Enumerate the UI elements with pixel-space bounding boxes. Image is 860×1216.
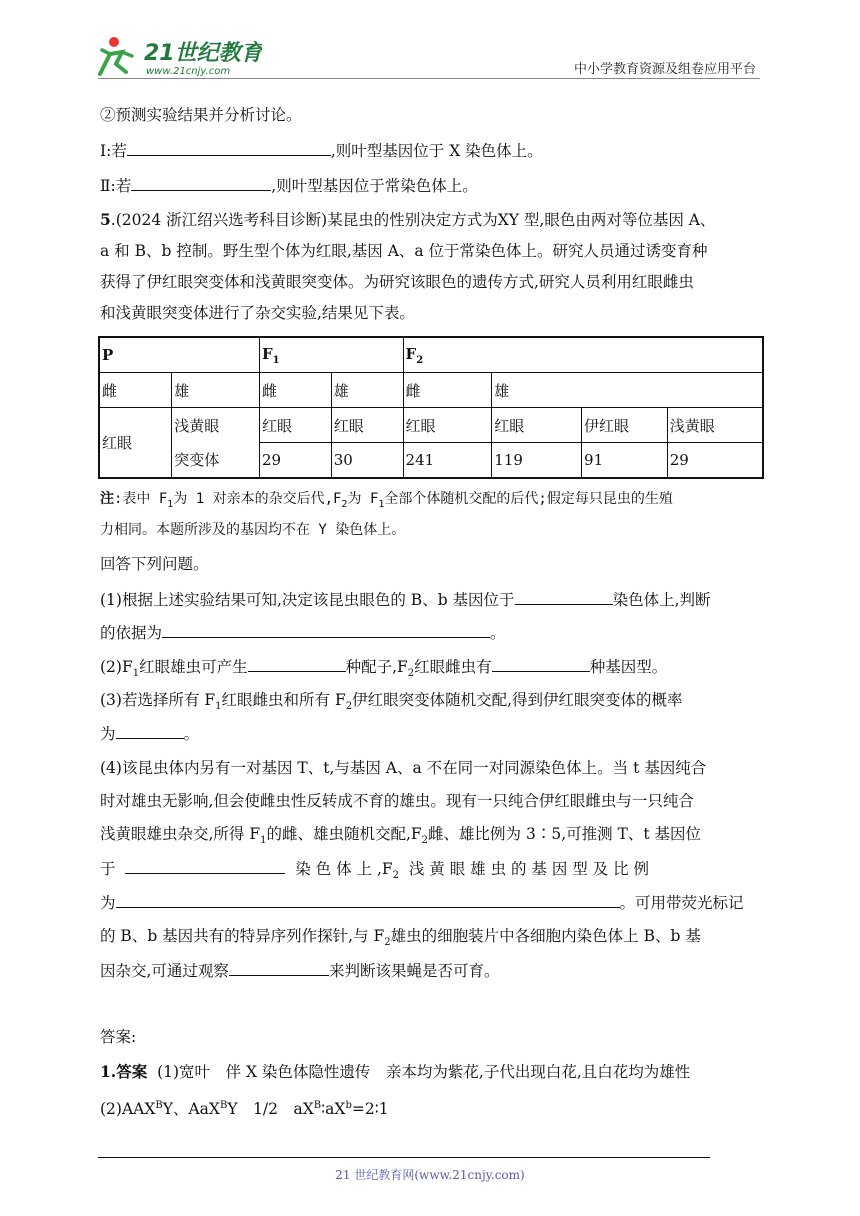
blank-q5-1a bbox=[515, 588, 613, 605]
header-f1: $F_1$ bbox=[259, 337, 403, 373]
q5-3-line-2: 为 。 bbox=[100, 722, 199, 745]
logo-text: 21世纪教育 bbox=[144, 41, 262, 66]
f1-female-head: 雌 bbox=[259, 373, 331, 408]
count-f2-male-yihong: 91 bbox=[582, 443, 668, 479]
q5-4-line-3: 浅黄眼雄虫杂交,所得 $F_1$的雌、雄虫随机交配$,F_2$雌、雄比例为 3∶5,可推测 T、t 基因位 bbox=[100, 825, 702, 847]
q5-line-4: 和浅黄眼突变体进行了杂交实验,结果见下表。 bbox=[100, 304, 415, 322]
f1-male-head: 雄 bbox=[331, 373, 403, 408]
f2-male-red: 红眼 bbox=[492, 408, 582, 443]
blank-q5-4b bbox=[116, 891, 620, 908]
answers-title: 答案: bbox=[100, 1028, 137, 1046]
case-ii: Ⅱ:若 ,则叶型基因位于常染色体上。 bbox=[100, 174, 478, 197]
blank-i bbox=[127, 139, 331, 156]
case-i: Ⅰ:若 ,则叶型基因位于 X 染色体上。 bbox=[100, 139, 543, 162]
header-f2: $F_2$ bbox=[403, 337, 763, 373]
q5-1-line-2: 的依据为 。 bbox=[100, 621, 506, 644]
f2-male-qianhuang: 浅黄眼 bbox=[667, 408, 763, 443]
step-text: ②预测实验结果并分析讨论。 bbox=[100, 106, 302, 124]
f1-female-phenotype: 红眼 bbox=[259, 408, 331, 443]
q5-1-line-1: (1)根据上述实验结果可知,决定该昆虫眼色的 B、b 基因位于 染色体上,判断 bbox=[100, 588, 711, 611]
count-f1-male: 30 bbox=[331, 443, 403, 479]
q5-line-2: a 和 B、b 控制。野生型个体为红眼,基因 A、a 位于常染色体上。研究人员通过诱变育种 bbox=[100, 242, 708, 260]
q5-4-line-2: 时对雄虫无影响,但会使雌虫性反转成不育的雄虫。现有一只纯合伊红眼雌虫与一只纯合 bbox=[100, 792, 694, 810]
q5-line-1: 5.(2024 浙江绍兴选考科目诊断)某昆虫的性别决定方式为XY 型,眼色由两对等位基因 A、 bbox=[100, 210, 716, 229]
p-female-phenotype: 红眼 bbox=[99, 408, 172, 479]
cross-result-table bbox=[98, 336, 764, 479]
q5-4-line-7: 因杂交,可通过观察 来判断该果蝇是否可育。 bbox=[100, 959, 499, 982]
q5-line-3: 获得了伊红眼突变体和浅黄眼突变体。为研究该眼色的遗传方式,研究人员利用红眼雌虫 bbox=[100, 273, 694, 291]
header-p: P bbox=[99, 337, 259, 373]
p-male-phenotype-2: 突变体 bbox=[172, 443, 260, 479]
note-line-1: 注:表中 $F_1$为 1 对亲本的杂交后代$,F_2$为 $F_1$全部个体随机交配的后代;假定每只昆虫的生殖 bbox=[100, 491, 673, 510]
answer-1-line-2: $(2)AAX^BY$、AaX$^B$Y 1/2 $aX^B∶aX^b=2∶1$ bbox=[100, 1100, 389, 1119]
f1-male-phenotype: 红眼 bbox=[331, 408, 403, 443]
platform-name: 中小学教育资源及组卷应用平台 bbox=[573, 62, 756, 77]
count-f1-female: 29 bbox=[259, 443, 331, 479]
q5-3-line-1: (3)若选择所有 $F_1$红眼雌虫和所有 $F_2$伊红眼突变体随机交配,得到伊红眼突变体的概率 bbox=[100, 691, 683, 713]
q5-4-line-6: 的 B、b 基因共有的特异序列作探针,与 $F_2$雄虫的细胞装片中各细胞内染色体上 B、b 基 bbox=[100, 927, 701, 949]
p-male-phenotype-1: 浅黄眼 bbox=[172, 408, 260, 443]
p-male-head: 雄 bbox=[172, 373, 260, 408]
q5-4-line-4: 于 染 色 体 上 $,F_2$ 浅 黄 眼 雄 虫 的 基 因 型 及 比 例 bbox=[100, 857, 649, 887]
q5-4-line-5: 为 。可用带荧光标记 bbox=[100, 891, 744, 914]
count-f2-male-red: 119 bbox=[492, 443, 582, 479]
blank-q5-2b bbox=[492, 655, 590, 672]
header-divider bbox=[98, 78, 760, 79]
f2-female-phenotype: 红眼 bbox=[403, 408, 492, 443]
f2-male-head: 雄 bbox=[492, 373, 763, 408]
blank-q5-4a bbox=[125, 857, 285, 874]
site-logo bbox=[92, 30, 262, 82]
note-line-2: 力相同。本题所涉及的基因均不在 Y 染色体上。 bbox=[100, 522, 406, 538]
blank-ii bbox=[131, 174, 271, 191]
blank-q5-3 bbox=[116, 722, 184, 739]
count-f2-male-qianhuang: 29 bbox=[667, 443, 763, 479]
q5-2-line: $(2)F_1$红眼雄虫可产生 种配子$,F_2$红眼雌虫有 种基因型。 bbox=[100, 655, 667, 685]
f2-female-head: 雌 bbox=[403, 373, 492, 408]
blank-q5-1b bbox=[162, 621, 490, 638]
answer-1-line-1: 1.答案 (1)宽叶 伴 X 染色体隐性遗传 亲本均为紫花,子代出现白花,且白花均为雄性 bbox=[100, 1062, 691, 1081]
logo-url: www.21cnjy.com bbox=[146, 66, 231, 77]
f2-male-yihong: 伊红眼 bbox=[582, 408, 668, 443]
blank-q5-2a bbox=[248, 655, 346, 672]
q5-4-line-1: (4)该昆虫体内另有一对基因 T、t,与基因 A、a 不在同一对同源染色体上。当 t 基因纯合 bbox=[100, 759, 707, 777]
footer-text: 21 世纪教育网(www.21cnjy.com) bbox=[335, 1168, 525, 1182]
answer-prompt: 回答下列问题。 bbox=[100, 555, 209, 573]
count-f2-female: 241 bbox=[403, 443, 492, 479]
footer-divider bbox=[98, 1157, 710, 1158]
p-female-head: 雌 bbox=[99, 373, 172, 408]
blank-q5-4c bbox=[229, 959, 329, 976]
